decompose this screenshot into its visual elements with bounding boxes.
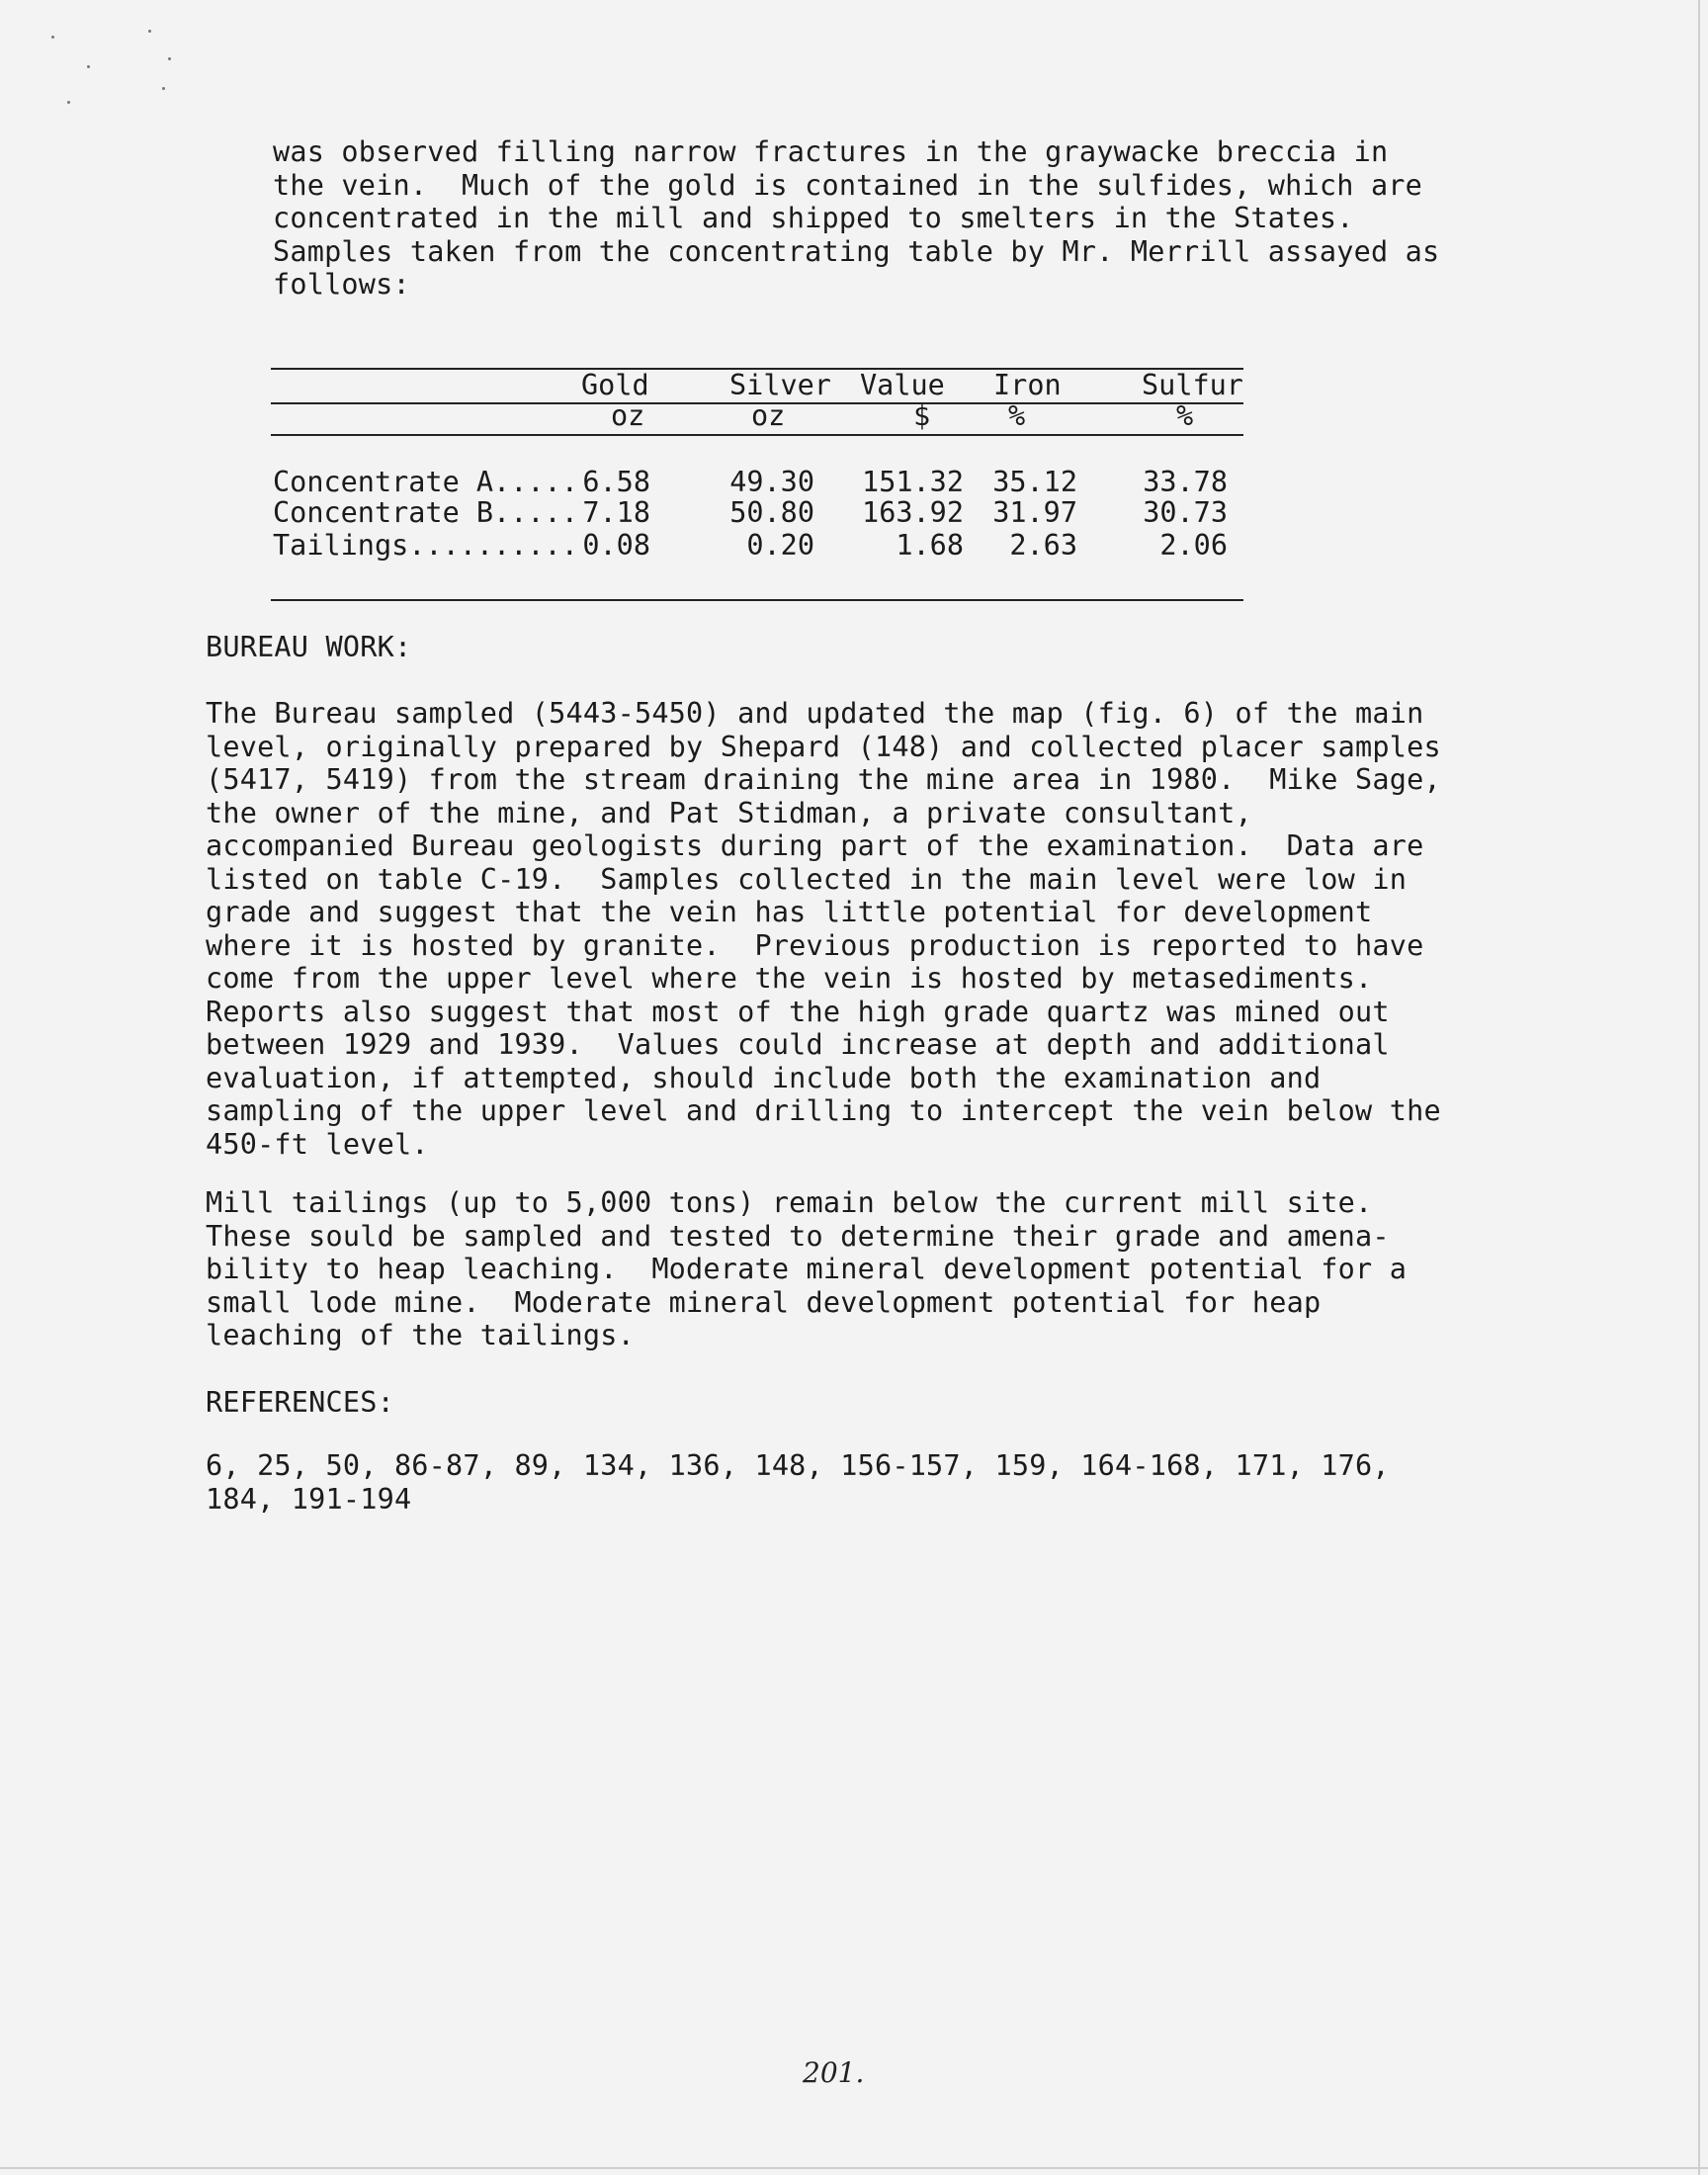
unit-value: $: [913, 399, 931, 432]
text-line: concentrated in the mill and shipped to smelters in the States.: [273, 202, 1354, 234]
text-line: The Bureau sampled (5443-5450) and updated the map (fig. 6) of the main: [206, 697, 1424, 730]
text-line: evaluation, if attempted, should include both the examination and: [206, 1061, 1322, 1094]
cell-silver: 49.30: [729, 466, 814, 498]
cell-iron: 31.97: [992, 496, 1077, 529]
cell-sulfur: 30.73: [1143, 496, 1228, 529]
column-header-gold: Gold: [581, 369, 649, 401]
cell-silver: 0.20: [746, 529, 814, 562]
text-line: (5417, 5419) from the stream draining the mine area in 1980. Mike Sage,: [206, 763, 1441, 796]
text-line: between 1929 and 1939. Values could increase at depth and additional: [206, 1028, 1390, 1061]
page-edge: [1698, 0, 1700, 2175]
unit-iron: %: [1008, 399, 1026, 432]
text-line: These sould be sampled and tested to determine their grade and amena-: [206, 1219, 1390, 1253]
scan-speck: [148, 30, 151, 33]
cell-value: 163.92: [862, 496, 964, 529]
intro-paragraph: [273, 135, 1439, 302]
cell-gold: 6.58: [582, 466, 650, 498]
mill-tailings-paragraph: [206, 1186, 1407, 1352]
scan-speck: [51, 36, 54, 39]
scan-speck: [67, 101, 70, 104]
cell-iron: 35.12: [992, 466, 1077, 498]
text-line: 184, 191-194: [206, 1482, 412, 1516]
cell-silver: 50.80: [729, 496, 814, 529]
column-header-value: Value: [860, 369, 945, 401]
scan-speck: [162, 87, 165, 90]
row-label: Concentrate B.....: [273, 496, 578, 529]
text-line: where it is hosted by granite. Previous production is reported to have: [206, 928, 1424, 962]
text-line: follows:: [273, 268, 410, 301]
text-line: the owner of the mine, and Pat Stidman, a private consultant,: [206, 796, 1252, 829]
cell-gold: 7.18: [582, 496, 650, 529]
text-line: Mill tailings (up to 5,000 tons) remain below the current mill site.: [206, 1186, 1373, 1219]
page-edge: [0, 2167, 1708, 2169]
cell-value: 1.68: [896, 529, 964, 562]
bureau-work-paragraph: [206, 697, 1441, 1161]
text-line: Samples taken from the concentrating table by Mr. Merrill assayed as: [273, 234, 1440, 268]
text-line: listed on table C-19. Samples collected in the main level were low in: [206, 862, 1408, 896]
table-rule: [271, 599, 1243, 601]
cell-iron: 2.63: [1009, 529, 1077, 562]
unit-silver: oz: [751, 399, 786, 432]
unit-sulfur: %: [1176, 399, 1194, 432]
page-number: 201.: [803, 2056, 865, 2089]
text-line: accompanied Bureau geologists during part of the examination. Data are: [206, 829, 1424, 862]
cell-gold: 0.08: [582, 529, 650, 562]
text-line: bility to heap leaching. Moderate mineral development potential for a: [206, 1253, 1408, 1285]
cell-sulfur: 2.06: [1159, 529, 1228, 562]
column-header-sulfur: Sulfur: [1142, 369, 1243, 401]
references-list: [206, 1449, 1390, 1516]
unit-gold: oz: [611, 399, 645, 432]
scan-speck: [87, 65, 90, 68]
row-label: Tailings..........: [273, 529, 578, 562]
text-line: leaching of the tailings.: [206, 1319, 635, 1351]
cell-sulfur: 33.78: [1143, 466, 1228, 498]
table-rule: [271, 434, 1243, 436]
text-line: small lode mine. Moderate mineral development potential for heap: [206, 1285, 1322, 1319]
scan-speck: [168, 57, 171, 60]
text-line: grade and suggest that the vein has little potential for development: [206, 896, 1373, 928]
text-line: sampling of the upper level and drilling to intercept the vein below the: [206, 1094, 1441, 1127]
text-line: the vein. Much of the gold is contained in the sulfides, which are: [273, 168, 1423, 202]
column-header-iron: Iron: [993, 369, 1062, 401]
row-label: Concentrate A.....: [273, 466, 578, 498]
cell-value: 151.32: [862, 466, 964, 498]
text-line: level, originally prepared by Shepard (148) and collected placer samples: [206, 730, 1441, 763]
text-line: 6, 25, 50, 86-87, 89, 134, 136, 148, 156-157, 159, 164-168, 171, 176,: [206, 1449, 1390, 1482]
column-header-silver: Silver: [729, 369, 831, 401]
section-heading-bureau-work: BUREAU WORK:: [206, 631, 412, 663]
text-line: come from the upper level where the vein is hosted by metasediments.: [206, 962, 1373, 995]
text-line: was observed filling narrow fractures in the graywacke breccia in: [273, 135, 1389, 168]
text-line: Reports also suggest that most of the high grade quartz was mined out: [206, 995, 1390, 1028]
section-heading-references: REFERENCES:: [206, 1386, 394, 1419]
text-line: 450-ft level.: [206, 1127, 429, 1161]
